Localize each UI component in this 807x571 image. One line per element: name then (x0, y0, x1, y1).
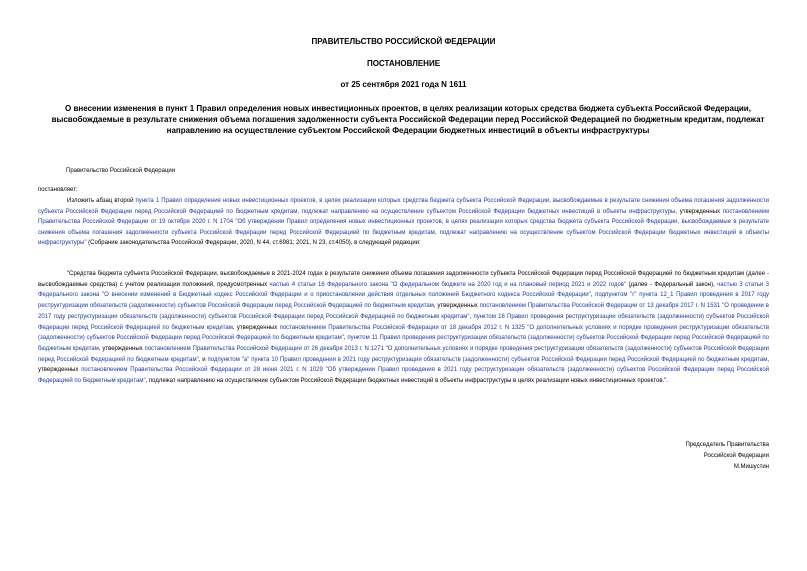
link-federal-law-budget-code[interactable]: частью 3 статьи 3 Федерального закона "О внесении изменений в Бюджетный кодекс Российской Федерации и о приостановлении действия отдельных положений Бюджетного кодекса Российской Федерации" (38, 281, 770, 299)
text-fragment: , утвержденных (675, 208, 723, 215)
document-title: О внесении изменения в пункт 1 Правил определения новых инвестиционных проектов, в целях реализации которых средства бюджета субъекта Российской Федерации, высвобождаемые в результате снижения объема погашения задолженности субъекта Российской Федерации перед Российской Федерацией по бюджетным кредитам, подлежат направлению на осуществление субъектом Российской Федерации бюджетных инвестиций в объекты инфраструктуры (51, 104, 765, 135)
text-fragment: , (343, 335, 348, 342)
link-rules-2021-point-10[interactable]: подпунктом "а" пункта 10 Правил проведения в 2021 году реструктуризации обязательств (задолженности) субъектов Российской Федерации перед Российской Федерацией по бюджетным кредитам (207, 356, 768, 363)
text-fragment: (далее - Федеральный закон), (626, 281, 718, 288)
link-resolution-1029[interactable]: постановлением Правительства Российской Федерации от 28 июня 2021 г. N 1029 "Об утверждении Правил проведения в 2021 году реструктуризации обязательств (задолженности) субъектов Российской Федерации перед Российской Федерацией по бюджетным кредитам" (38, 367, 770, 385)
paragraph-amendment (38, 196, 769, 249)
signature-country: Российской Федерации (703, 453, 769, 459)
text-fragment: , утвержденных (38, 356, 769, 374)
text-fragment: , (469, 313, 474, 320)
text-fragment: , и (198, 356, 208, 363)
signature-name: М.Мишустин (733, 464, 769, 470)
text-fragment: Изложить абзац второй (67, 198, 136, 204)
paragraph-new-wording (38, 269, 769, 387)
text-fragment: , (590, 292, 596, 299)
link-federal-law-budget-2020[interactable]: частью 4 статьи 16 Федерального закона "О федеральном бюджете на 2020 год и на плановый период 2021 и 2022 годов" (269, 281, 627, 288)
link-rules-point-11[interactable]: пунктом 11 Правил проведения реструктуризации обязательств (задолженности) субъектов Российской Федерации перед Российской Федерацией по бюджетным кредитам (38, 335, 769, 352)
resolves-line: постановляет: (38, 187, 78, 193)
link-rules-point-16[interactable]: пунктом 16 Правил проведения реструктуризации обязательств (задолженности) субъектов Российской Федерации перед Российской Федерацией по бюджетным кредитам (38, 313, 769, 331)
text-fragment: , утвержденных (433, 303, 480, 310)
text-fragment: , утвержденных (98, 345, 145, 352)
issuer-line: Правительство Российской Федерации (66, 168, 176, 174)
text-fragment: , подлежат направлению на осуществление субъектом Российской Федерации бюджетных инвестиций в объекты инфраструктуры в целях реализации новых инвестиционных проектов.". (145, 378, 668, 385)
signature-position: Председатель Правительства (685, 442, 769, 448)
text-fragment: , утвержденных (232, 324, 280, 331)
date-number-heading: от 25 сентября 2021 года N 1611 (340, 80, 467, 89)
document-type-heading: ПОСТАНОВЛЕНИЕ (366, 59, 441, 68)
link-resolution-1531[interactable]: постановлением Правительства Российской Федерации от 13 декабря 2017 г. N 1531 "О проведении в 2017 году реструктуризации обязательств (задолженности) субъектов Российской Федерации перед Российской Федерацией по бюджетным кредитам" (38, 303, 769, 320)
link-resolution-1271[interactable]: постановлением Правительства Российской Федерации от 26 декабря 2013 г. N 1271 "О дополнительных условиях и порядке проведения реструктуризации обязательств (задолженности) субъектов Российской Федерации перед Российской Федерацией по бюджетным кредитам" (38, 345, 769, 363)
text-fragment: "Средства бюджета субъекта Российской Федерации, высвобождаемые в 2021-2024 годах в результате снижения объема погашения задолженности субъекта Российской Федерации перед Российской Федерацией по бюджетным кредитам (далее - высвобождаемые средства) с учетом реализации положений, предусмотренных (38, 271, 769, 288)
signature-block (569, 440, 769, 473)
link-rules-point-1[interactable]: пункта 1 Правил определения новых инвестиционных проектов, в целях реализации которых средства бюджета субъекта Российской Федерации, высвобождаемые в результате снижения объема погашения задолженности субъекта Российской Федерации перед Российской Федерацией по бюджетным кредитам, подлежат направлению на осуществление субъектом Российской Федерации бюджетных инвестиций в объекты инфраструктуры (38, 198, 770, 215)
government-heading: ПРАВИТЕЛЬСТВО РОССИЙСКОЙ ФЕДЕРАЦИИ (311, 37, 496, 46)
link-resolution-1704[interactable]: постановлением Правительства Российской Федерации от 19 октября 2020 г. N 1704 "Об утверждении Правил определения новых инвестиционных проектов, в целях реализации которых средства бюджета субъекта Российской Федерации, высвобождаемые в результате снижения объема погашения задолженности субъекта Российской Федерации перед Российской Федерацией по бюджетным кредитам, подлежат направлению на осуществление субъектом Российской Федерации бюджетных инвестиций в объекты инфраструктуры" (38, 208, 770, 246)
text-fragment: (Собрание законодательства Российской Федерации, 2020, N 44, ст.6981; 2021, N 23, ст.4050), в следующей редакции: (86, 240, 421, 246)
link-resolution-1325[interactable]: постановлением Правительства Российской Федерации от 18 декабря 2012 г. N 1325 "О дополнительных условиях и порядке проведения реструктуризации обязательств (задолженности) субъектов Российской Федерации перед Российской Федерацией по бюджетным кредитам" (38, 324, 769, 342)
link-rules-2017-point-12-1[interactable]: подпунктом "г" пункта 12_1 Правил проведения в 2017 году реструктуризации обязательств (задолженности) субъектов Российской Федерации перед Российской Федерацией по бюджетным кредитам (38, 292, 769, 310)
